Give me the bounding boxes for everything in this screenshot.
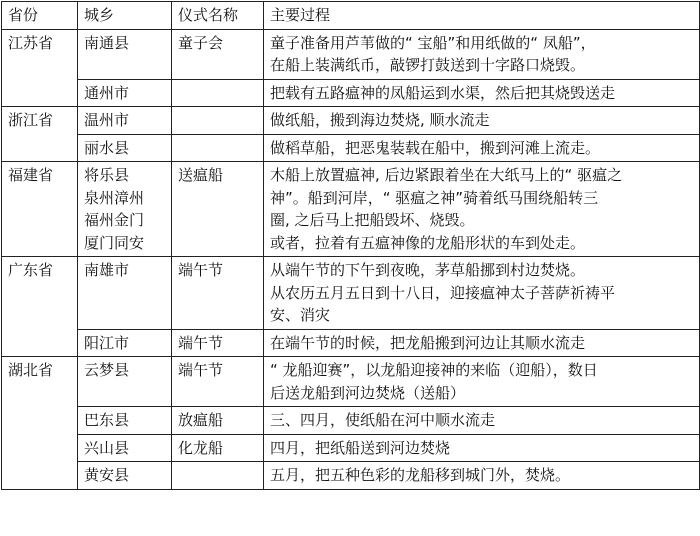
process-line: 或者，拉着有五瘟神像的龙船形状的车到处走。	[270, 233, 586, 252]
city-line: 泉州漳州	[84, 188, 145, 207]
process-line: 做纸船，搬到海边焚烧, 顺水流走	[270, 111, 490, 129]
process-cell	[264, 257, 700, 330]
process-line: 做稻草船，把恶鬼装载在船中，搬到河滩上流走。	[270, 138, 601, 157]
province-cell: 福建省	[2, 162, 78, 257]
province-cell: 江苏省	[2, 29, 78, 107]
ritual-table	[1, 1, 700, 490]
process-line: 后送龙船到河边焚烧（送船）	[270, 383, 466, 402]
city-cell: 黄安县	[78, 462, 172, 490]
header-city: 城乡	[78, 2, 172, 30]
ritual-cell: 端午节	[172, 257, 264, 330]
table-row	[2, 107, 700, 135]
province-cell: 浙江省	[2, 107, 78, 162]
header-process: 主要过程	[264, 2, 700, 30]
process-line: 安、消灾	[270, 306, 331, 324]
process-cell	[264, 134, 700, 162]
table-row	[2, 407, 700, 435]
province-cell: 广东省	[2, 257, 78, 357]
process-line: 在船上装满纸币，敲锣打鼓送到十字路口烧毁。	[270, 56, 586, 74]
ritual-cell	[172, 79, 264, 107]
process-cell	[264, 79, 700, 107]
ritual-cell: 送瘟船	[172, 162, 264, 257]
process-line: 神”。船到河岸，“ 驱瘟之神”骑着纸马围绕船转三	[270, 188, 599, 207]
city-line: 将乐县	[84, 166, 130, 184]
header-row	[2, 2, 700, 30]
process-line: 童子准备用芦苇做的“ 宝船”和用纸做的“ 凤船”，	[270, 33, 596, 52]
table-row	[2, 357, 700, 407]
ritual-cell: 化龙船	[172, 434, 264, 462]
city-cell: 通州市	[78, 79, 172, 107]
process-line: 圈, 之后马上把船毁坏、烧毁。	[270, 211, 475, 229]
table-row	[2, 329, 700, 357]
process-cell	[264, 434, 700, 462]
process-line: 从端午节的下午到夜晚，茅草船挪到村边焚烧。	[270, 261, 586, 279]
process-cell	[264, 357, 700, 407]
process-line: 在端午节的时候，把龙船搬到河边让其顺水流走	[270, 333, 586, 352]
process-line: 从农历五月五日到十八日，迎接瘟神太子菩萨祈祷平	[270, 283, 616, 302]
city-cell: 南雄市	[78, 257, 172, 330]
process-cell	[264, 162, 700, 257]
header-ritual: 仪式名称	[172, 2, 264, 30]
ritual-cell	[172, 462, 264, 490]
city-cell: 阳江市	[78, 329, 172, 357]
process-cell	[264, 107, 700, 135]
process-line: “ 龙船迎赛”，以龙船迎接神的来临（迎船），数日	[270, 361, 598, 379]
table-row	[2, 79, 700, 107]
process-cell	[264, 329, 700, 357]
process-cell	[264, 462, 700, 490]
city-cell: 兴山县	[78, 434, 172, 462]
city-cell: 丽水县	[78, 134, 172, 162]
city-cell: 云梦县	[78, 357, 172, 407]
ritual-cell	[172, 134, 264, 162]
ritual-cell: 童子会	[172, 29, 264, 79]
ritual-cell: 端午节	[172, 329, 264, 357]
city-cell: 巴东县	[78, 407, 172, 435]
table-row	[2, 257, 700, 330]
table-row	[2, 134, 700, 162]
table-row	[2, 162, 700, 257]
ritual-cell: 端午节	[172, 357, 264, 407]
ritual-cell	[172, 107, 264, 135]
city-cell: 南通县	[78, 29, 172, 79]
process-cell	[264, 407, 700, 435]
ritual-cell: 放瘟船	[172, 407, 264, 435]
city-line: 福州金门	[84, 211, 145, 229]
process-line: 五月，把五种色彩的龙船移到城门外，焚烧。	[270, 466, 571, 484]
city-cell: 温州市	[78, 107, 172, 135]
header-province: 省份	[2, 2, 78, 30]
table-row	[2, 29, 700, 79]
table-row	[2, 462, 700, 490]
city-cell	[78, 162, 172, 257]
province-cell: 湖北省	[2, 357, 78, 490]
table-row	[2, 434, 700, 462]
process-line: 四月，把纸船送到河边焚烧	[270, 438, 451, 457]
process-line: 把载有五路瘟神的凤船运到水渠，然后把其烧毁送走	[270, 83, 616, 102]
process-line: 木船上放置瘟神, 后边紧跟着坐在大纸马上的“ 驱瘟之	[270, 166, 623, 184]
process-line: 三、四月，使纸船在河中顺水流走	[270, 411, 496, 429]
process-cell	[264, 29, 700, 79]
city-line: 厦门同安	[84, 233, 145, 252]
